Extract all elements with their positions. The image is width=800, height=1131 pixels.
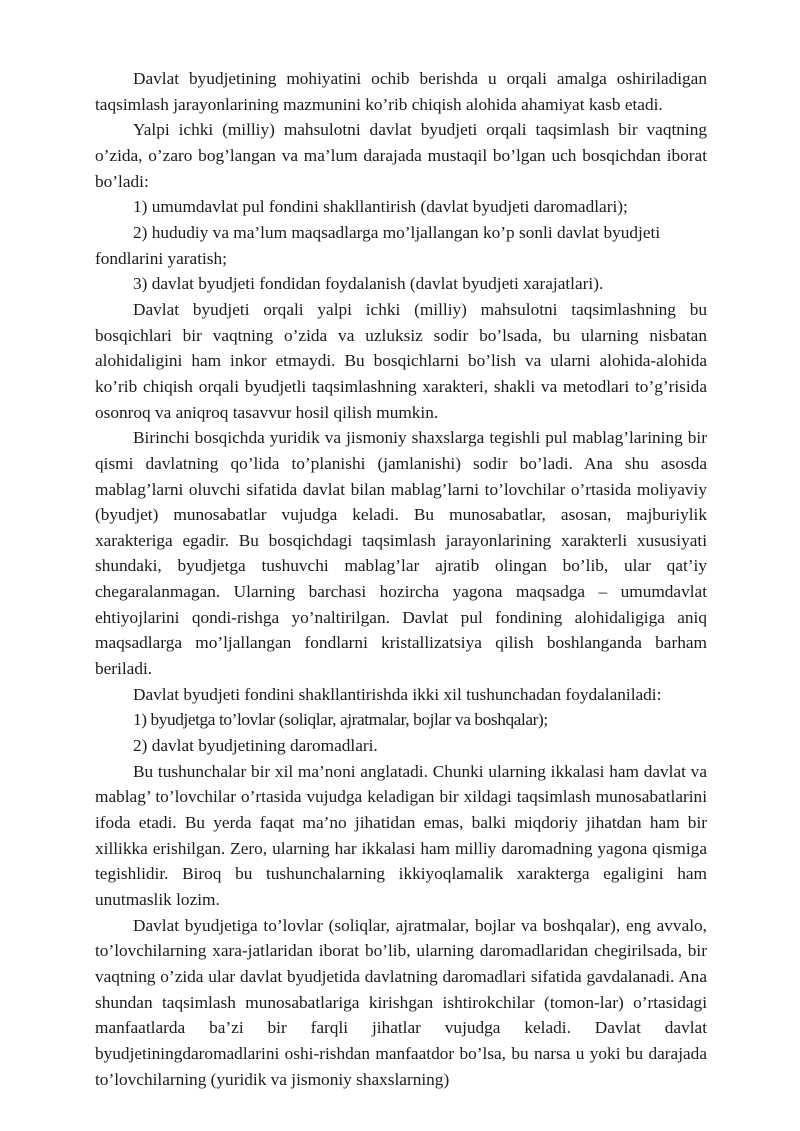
paragraph-stages-continuity: Davlat byudjeti orqali yalpi ichki (milliy) mahsulotni taqsimlashning bu bosqichlari bir vaqtning o’zida va uzluksiz sodir bo’lsada, bu ularning nisbatan alohidaligini ham inkor etmaydi. Bu bosqichlarni bo’lish va ularni alohida-alohida ko’rib chiqish orqali byudjetli taqsimlashning xarakteri, shakli va metodlari to’g’risida osonroq va aniqroq tasavvur hosil qilish mumkin. (95, 299, 707, 422)
list-item-concept-1: 1) byudjetga to’lovlar (soliqlar, ajratmalar, bojlar va boshqalar); (133, 710, 548, 730)
list-item-stage-3: 3) davlat byudjeti fondidan foydalanish (davlat byudjeti xarajatlari). (133, 274, 604, 294)
paragraph-budget-payments: Davlat byudjetiga to’lovlar (soliqlar, ajratmalar, bojlar va boshqalar), eng avvalo, to’lovchilarning xara-jatlaridan iborat bo’lib, ularning daromadlaridan chegirilsada, bir vaqtning o’zida ular davlat byudjetida davlatning daromadlari sifatida gavdalanadi. Ana shundan taqsimlash munosabatlariga kirishgan ishtirokchilar (tomon-lar) o’rtasidagi manfaatlarda ba’zi bir farqli jihatlar vujudga keladi. Davlat davlat byudjetiningdaromadlarini oshi-rishdan manfaatdor bo’lsa, bu narsa u yoki bu darajada to’lovchilarning (yuridik va jismoniy shaxslarning) (95, 915, 707, 1089)
list-item-concept-2: 2) davlat byudjetining daromadlari. (133, 736, 378, 756)
list-item-stage-2: 2) hududiy va ma’lum maqsadlarga mo’ljallangan ko’p sonli davlat byudjeti fondlarini yaratish; (95, 222, 661, 268)
document-page (95, 66, 707, 1092)
paragraph-intro: Davlat byudjetining mohiyatini ochib berishda u orqali amalga oshiriladigan taqsimlash jarayonlarining mazmunini ko’rib chiqish alohida ahamiyat kasb etadi. (95, 69, 707, 114)
list-item-stage-1: 1) umumdavlat pul fondini shakllantirish (davlat byudjeti daromadlari); (133, 197, 628, 217)
paragraph-same-meaning: Bu tushunchalar bir xil ma’noni anglatadi. Chunki ularning ikkalasi ham davlat va mablag’ to’lovchilar o’rtasida vujudga keladigan bir xildagi taqsimlash munosabatlarini ifoda etadi. Bu yerda faqat ma’no jihatidan emas, balki miqdoriy jihatdan ham bir xillikka erishilgan. Zero, ularning har ikkalasi ham milliy daromadning yagona qismiga tegishlidir. Biroq bu tushunchalarning ikkiyoqlamalik xarakterga egaligini ham unutmaslik lozim. (95, 761, 707, 909)
paragraph-stages: Yalpi ichki (milliy) mahsulotni davlat byudjeti orqali taqsimlash bir vaqtning o’zida, o’zaro bog’langan va ma’lum darajada mustaqil bo’lgan uch bosqichdan iborat bo’ladi: (95, 120, 707, 191)
paragraph-first-stage: Birinchi bosqichda yuridik va jismoniy shaxslarga tegishli pul mablag’larining bir qismi davlatning qo’lida to’planishi (jamlanishi) sodir bo’ladi. Ana shu asosda mablag’larni oluvchi sifatida davlat bilan mablag’larni to’lovchilar o’rtasida moliyaviy (byudjet) munosabatlar vujudga keladi. Bu munosabatlar, asosan, majburiylik xarakteriga egadir. Bu bosqichdagi taqsimlash jarayonlarining xarakterli xususiyati shundaki, byudjetga tushuvchi mablag’lar ajratib olingan bo’lib, ular qat’iy chegaralanmagan. Ularning barchasi hozircha yagona maqsadga – umumdavlat ehtiyojlarini qondi-rishga yo’naltirilgan. Davlat pul fondining alohidaligiga aniq maqsadlarga mo’ljallangan fondlarni kristallizatsiya qilish boshlanganda barham beriladi. (95, 428, 707, 679)
paragraph-two-concepts: Davlat byudjeti fondini shakllantirishda ikki xil tushunchadan foydalaniladi: (133, 684, 662, 704)
